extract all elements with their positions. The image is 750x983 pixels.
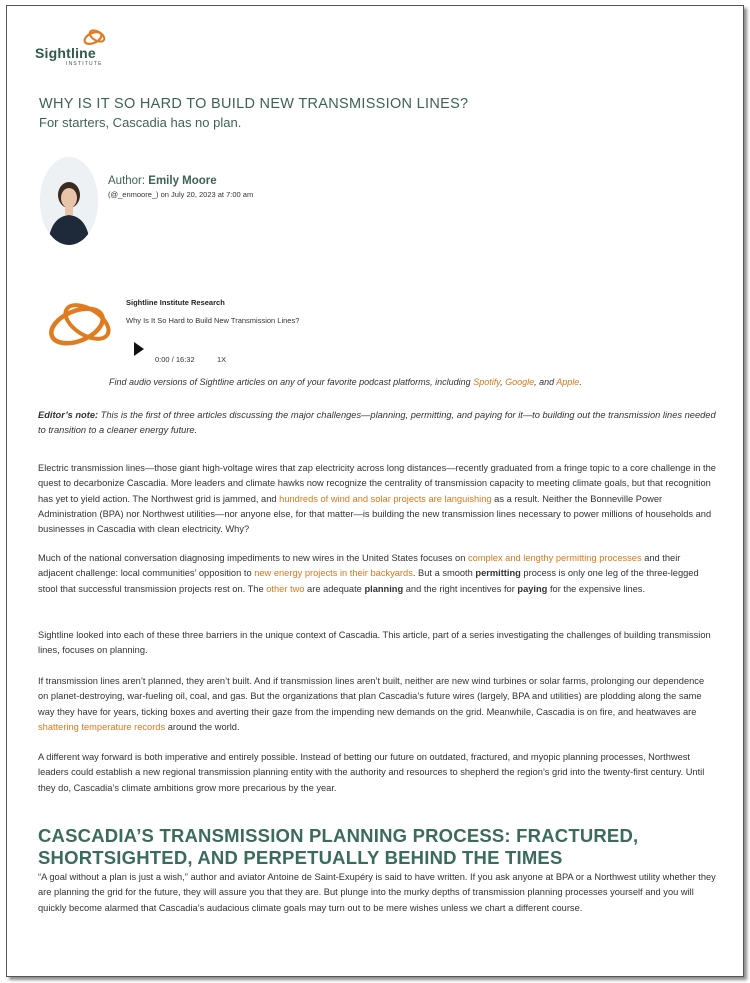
audio-note-sep: , and (534, 377, 557, 387)
p2-text: for the expensive lines. (547, 583, 646, 594)
paragraph-5: A different way forward is both imperative and entirely possible. Instead of betting our future on outdated, fractured, and myopic planning processes, Northwest leaders could establish a new regional transmission planning entity with the authority and resources to shepherd the region’s grid into the twenty-first century. Until they do, Cascadia’s climate ambitions grow more precarious by the year. (38, 752, 705, 793)
languishing-projects-link[interactable]: hundreds of wind and solar projects are languishing (279, 493, 492, 504)
paragraph-4 (38, 674, 716, 735)
temperature-records-link[interactable]: shattering temperature records (38, 721, 166, 732)
p4-text: If transmission lines aren’t planned, they aren’t built. And if transmission lines aren’t built, neither are new wind turbines or solar farms, prolonging our dependence on planet-destroying, war-fueling oil, coal, and gas. But the organizations that plan Cascadia’s future wires (largely, BPA and utilities) are plodding along the same way they have for years, ticking boxes and averting their gaze from the impending new demands on the grid. Meanwhile, Cascadia is on fire, and heatwaves are (38, 676, 705, 717)
backyards-link[interactable]: new energy projects in their backyards (254, 568, 413, 579)
author-name[interactable]: Emily Moore (148, 175, 217, 187)
p1-text: as a result. Neither the Bonneville Power Administration (BPA) nor Northwest utilities—nor anyone else, for that matter—is building the new transmission lines necessary to power millions of households and businesses in Cascadia with clean electricity. Why? (38, 493, 712, 535)
spotify-link[interactable]: Spotify (473, 377, 501, 387)
podcast-logo-icon (45, 296, 119, 352)
sightline-logo[interactable] (35, 28, 125, 68)
audio-note (109, 377, 582, 387)
document-page (6, 5, 744, 977)
article-subtitle: For starters, Cascadia has no plan. (39, 115, 242, 130)
paragraph-2 (38, 551, 716, 597)
author-label: Author: (108, 175, 149, 187)
editor-note (38, 408, 716, 439)
author-avatar (40, 157, 98, 245)
playback-speed-button[interactable]: 1X (217, 355, 227, 364)
author-line (108, 175, 217, 187)
sightline-logo-icon (81, 28, 109, 46)
article-title: WHY IS IT SO HARD TO BUILD NEW TRANSMISSION LINES? (39, 96, 469, 112)
p2-text: Much of the national conversation diagnosing impediments to new wires in the United States focuses on (38, 553, 468, 563)
editor-note-label: Editor’s note: (38, 410, 99, 420)
audio-note-sep: , (500, 377, 506, 387)
p4-text: around the world. (165, 721, 240, 732)
permitting-bold: permitting (475, 568, 521, 579)
editor-note-text: This is the first of three articles discussing the major challenges—planning, permitting, and paying for it—to building out the transmission lines needed to transition to a cleaner energy future. (38, 410, 716, 436)
author-meta: (@_enmoore_) on July 20, 2023 at 7:00 am (108, 190, 254, 199)
paragraph-6: “A goal without a plan is just a wish,” author and aviator Antoine de Saint-Exupéry is said to have written. If you ask anyone at BPA or a Northwest utility whether they are planning the grid for the future, they will assure you that they are. But plunge into the murky depths of transmission planning processes yourself and you will quickly become alarmed that Cascadia’s audacious climate goals may turn out to be mere wishes unless we chart a different course. (38, 872, 716, 913)
brand-name: Sightline (35, 45, 96, 61)
paragraph-3: Sightline looked into each of these three barriers in the unique context of Cascadia. This article, part of a series investigating the challenges of building transmission lines, focuses on planning. (38, 630, 711, 656)
podcast-episode-title: Why Is It So Hard to Build New Transmission Lines? (126, 316, 300, 325)
planning-bold: planning (364, 583, 404, 594)
brand-sub: INSTITUTE (66, 61, 103, 67)
section-heading: CASCADIA’S TRANSMISSION PLANNING PROCESS: FRACTURED, SHORTSIGHTED, AND PERPETUALLY BEHIND THE TIMES (38, 825, 639, 868)
play-button[interactable] (134, 342, 144, 356)
p1-text: Electric transmission lines—those giant high-voltage wires that zap electricity across long distances—recently graduated from a fringe topic to a core challenge in the quest to decarbonize Cascadia. More leaders and climate hawks now recognize the centrality of transmission capacity to meeting climate goals, but that recognition has yet to yield action. The Northwest grid is jammed, and (38, 463, 716, 504)
audio-note-end: . (579, 377, 582, 387)
paying-bold: paying (517, 583, 548, 594)
audio-note-text: Find audio versions of Sightline articles on any of your favorite podcast platforms, including (109, 377, 474, 387)
google-link[interactable]: Google (505, 377, 535, 387)
p2-text: and their adjacent challenge: local communities’ opposition to (38, 553, 681, 579)
other-two-link[interactable]: other two (266, 583, 305, 594)
permitting-processes-link[interactable]: complex and lengthy permitting processes (467, 553, 642, 563)
p2-text: are adequate (304, 583, 365, 594)
p2-text: . But a smooth (412, 568, 476, 579)
podcast-show-name: Sightline Institute Research (126, 298, 225, 307)
p2-text: and the right incentives for (403, 583, 518, 594)
apple-link[interactable]: Apple (556, 377, 580, 387)
paragraph-1 (38, 461, 716, 537)
podcast-time: 0:00 / 16:32 (155, 355, 195, 364)
p2-text: process is only one leg of the three-legged stool that successful transmission projects rest on. The (38, 568, 699, 594)
